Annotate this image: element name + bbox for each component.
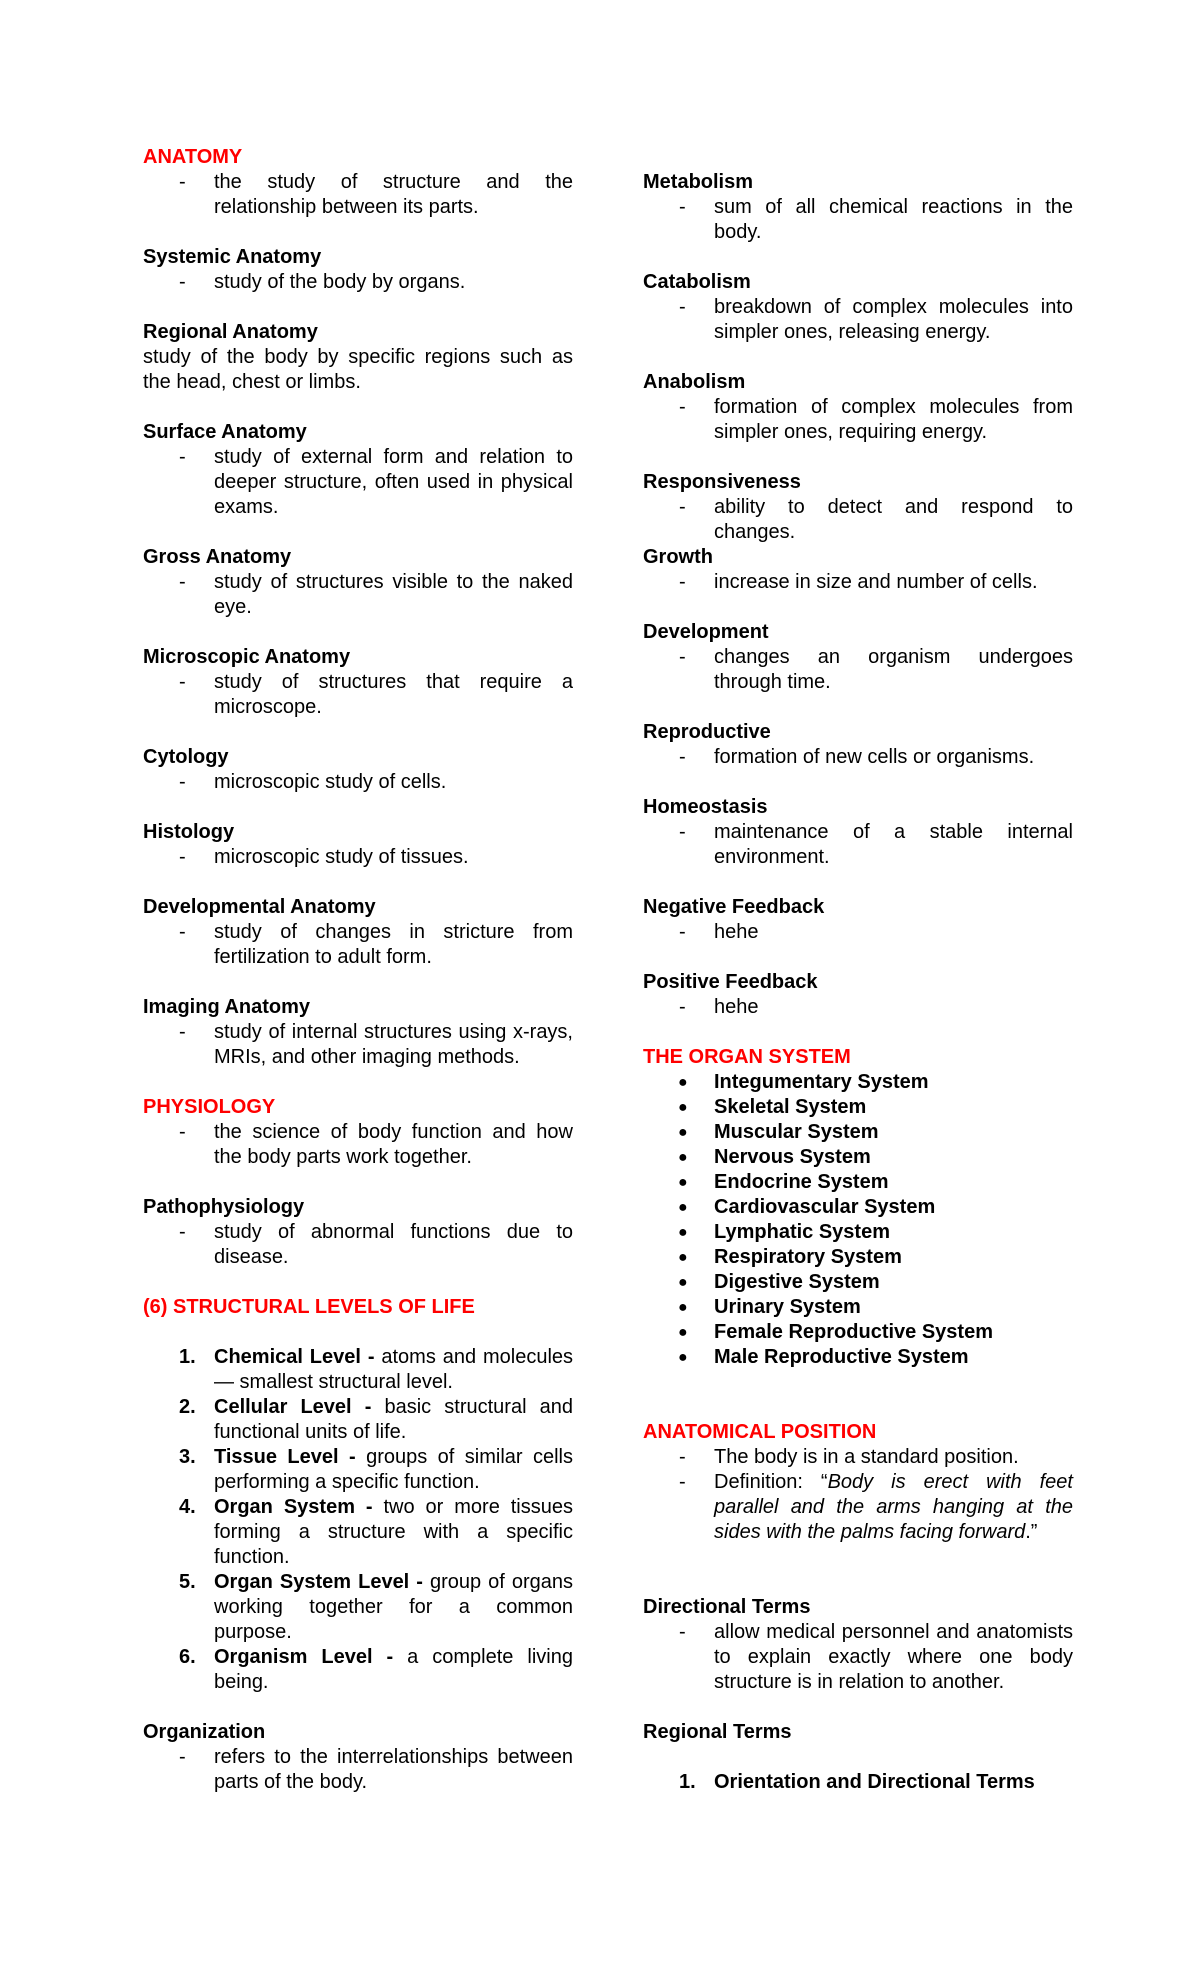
- list-item: - The body is in a standard position.: [643, 1445, 1073, 1470]
- dash-list: [643, 395, 1073, 445]
- list-number: 1.: [179, 1346, 196, 1368]
- list-item: - the study of structure and the relationship between its parts.: [143, 170, 573, 220]
- list-item: - microscopic study of tissues.: [143, 845, 573, 870]
- dash-list: [143, 1220, 573, 1270]
- dash-list: [643, 495, 1073, 545]
- list-item: ● Urinary System: [643, 1295, 1073, 1320]
- dash-list: [143, 570, 573, 620]
- list-item: ● Lymphatic System: [643, 1220, 1073, 1245]
- list-item: - breakdown of complex molecules into simpler ones, releasing energy.: [643, 295, 1073, 345]
- dash-list: [643, 745, 1073, 770]
- section-title: Homeostasis: [643, 796, 768, 818]
- dash-list: [643, 995, 1073, 1020]
- section-anatomical-position: [643, 1420, 1073, 1545]
- section-title: Microscopic Anatomy: [143, 646, 351, 668]
- section-surface-anatomy: [143, 420, 573, 520]
- list-item: ● Male Reproductive System: [643, 1345, 1073, 1370]
- list-item: [143, 1345, 573, 1395]
- level-desc: group of organs working together for a common purpose.: [214, 1571, 573, 1643]
- dash-list: [143, 1120, 573, 1170]
- section-title: Organization: [143, 1721, 266, 1743]
- numbered-list: [643, 1770, 1073, 1795]
- list-item: ● Nervous System: [643, 1145, 1073, 1170]
- list-item: - ability to detect and respond to changes.: [643, 495, 1073, 545]
- definition-label: Definition: “: [714, 1471, 828, 1493]
- list-number: 4.: [179, 1496, 196, 1518]
- section-histology: [143, 820, 573, 870]
- list-item: - hehe: [643, 995, 1073, 1020]
- list-item: ● Digestive System: [643, 1270, 1073, 1295]
- section-title: Positive Feedback: [643, 971, 818, 993]
- section-title: Development: [643, 621, 769, 643]
- dash-list: [643, 1620, 1073, 1695]
- definition-end: .”: [1025, 1521, 1038, 1543]
- list-item: ● Skeletal System: [643, 1095, 1073, 1120]
- list-item: - microscopic study of cells.: [143, 770, 573, 795]
- list-item: - changes an organism undergoes through time.: [643, 645, 1073, 695]
- numbered-list: [143, 1345, 573, 1695]
- list-item: - maintenance of a stable internal environment.: [643, 820, 1073, 870]
- level-desc: basic structural and functional units of life.: [214, 1396, 573, 1443]
- list-number: 2.: [179, 1396, 196, 1418]
- section-title: PHYSIOLOGY: [143, 1096, 276, 1118]
- level-term: Tissue Level -: [214, 1446, 356, 1468]
- orientation-label: Orientation and Directional Terms: [714, 1771, 1035, 1793]
- dash-list: [643, 195, 1073, 245]
- list-item: - the science of body function and how the body parts work together.: [143, 1120, 573, 1170]
- dash-list: [143, 845, 573, 870]
- list-item: ● Female Reproductive System: [643, 1320, 1073, 1345]
- section-title: Metabolism: [643, 171, 754, 193]
- dash-list: [143, 770, 573, 795]
- section-title: Directional Terms: [643, 1596, 811, 1618]
- section-pathophysiology: [143, 1195, 573, 1270]
- section-title: Cytology: [143, 746, 229, 768]
- section-systemic-anatomy: [143, 245, 573, 295]
- section-anabolism: [643, 370, 1073, 445]
- section-reproductive: [643, 720, 1073, 770]
- section-title: Anabolism: [643, 371, 746, 393]
- section-title: THE ORGAN SYSTEM: [643, 1046, 851, 1068]
- section-title: Regional Anatomy: [143, 321, 318, 343]
- section-title: Reproductive: [643, 721, 771, 743]
- list-item: - study of internal structures using x-rays, MRIs, and other imaging methods.: [143, 1020, 573, 1070]
- section-growth: [643, 545, 1073, 595]
- dash-list: [143, 270, 573, 295]
- section-responsiveness: [643, 470, 1073, 545]
- dash-list: [643, 820, 1073, 870]
- list-item: - refers to the interrelationships between parts of the body.: [143, 1745, 573, 1795]
- list-item: ● Cardiovascular System: [643, 1195, 1073, 1220]
- dash-list: [143, 1745, 573, 1795]
- section-metabolism: [643, 170, 1073, 245]
- dash-list: [643, 920, 1073, 945]
- level-desc: two or more tissues forming a structure with a specific function.: [214, 1496, 573, 1568]
- list-number: 1.: [679, 1771, 696, 1793]
- section-title: Catabolism: [643, 271, 751, 293]
- section-regional-anatomy: [143, 320, 573, 395]
- list-item: [143, 1570, 573, 1645]
- left-column: [143, 145, 573, 1820]
- level-term: Organ System -: [214, 1496, 373, 1518]
- section-title: Responsiveness: [643, 471, 801, 493]
- section-catabolism: [643, 270, 1073, 345]
- list-item: - hehe: [643, 920, 1073, 945]
- section-negative-feedback: [643, 895, 1073, 945]
- level-desc: a complete living being.: [214, 1646, 573, 1693]
- section-title: Gross Anatomy: [143, 546, 292, 568]
- level-desc: groups of similar cells performing a specific function.: [214, 1446, 574, 1493]
- section-text: study of the body by specific regions such as the head, chest or limbs.: [143, 346, 573, 393]
- section-homeostasis: [643, 795, 1073, 870]
- list-number: 5.: [179, 1571, 196, 1593]
- dash-list: [143, 670, 573, 720]
- list-item: - allow medical personnel and anatomists to explain exactly where one body structure is in relation to another.: [643, 1620, 1073, 1695]
- section-organization: [143, 1720, 573, 1795]
- list-item: ● Muscular System: [643, 1120, 1073, 1145]
- list-item: [643, 1470, 1073, 1545]
- list-item: [143, 1395, 573, 1445]
- level-term: Cellular Level -: [214, 1396, 372, 1418]
- section-cytology: [143, 745, 573, 795]
- list-item: - formation of complex molecules from simpler ones, requiring energy.: [643, 395, 1073, 445]
- section-organ-system: [643, 1045, 1073, 1370]
- list-item: - formation of new cells or organisms.: [643, 745, 1073, 770]
- bullet-list: [643, 1070, 1073, 1370]
- section-microscopic-anatomy: [143, 645, 573, 720]
- dash-list: [143, 1020, 573, 1070]
- section-title: Pathophysiology: [143, 1196, 305, 1218]
- list-item: - study of external form and relation to deeper structure, often used in physical exams.: [143, 445, 573, 520]
- definition-text: Body is erect with feet parallel and the arms hanging at the sides with the palms facing forward: [714, 1471, 1073, 1543]
- list-item: [143, 1495, 573, 1570]
- list-item: - sum of all chemical reactions in the body.: [643, 195, 1073, 245]
- section-anatomy: [143, 145, 573, 220]
- list-number: 6.: [179, 1646, 196, 1668]
- list-item: - increase in size and number of cells.: [643, 570, 1073, 595]
- level-term: Chemical Level -: [214, 1346, 375, 1368]
- section-positive-feedback: [643, 970, 1073, 1020]
- section-title: Surface Anatomy: [143, 421, 307, 443]
- dash-list: [643, 645, 1073, 695]
- dash-list: [143, 445, 573, 520]
- section-title: Developmental Anatomy: [143, 896, 376, 918]
- list-item: - study of abnormal functions due to disease.: [143, 1220, 573, 1270]
- list-item: - study of the body by organs.: [143, 270, 573, 295]
- section-title: Growth: [643, 546, 713, 568]
- section-title: Negative Feedback: [643, 896, 825, 918]
- section-title: Histology: [143, 821, 235, 843]
- list-item: ● Integumentary System: [643, 1070, 1073, 1095]
- level-desc: atoms and molecules — smallest structural level.: [214, 1346, 574, 1393]
- section-title: ANATOMY: [143, 146, 243, 168]
- section-title: Regional Terms: [643, 1721, 792, 1743]
- section-title: (6) STRUCTURAL LEVELS OF LIFE: [143, 1296, 475, 1318]
- section-physiology: [143, 1095, 573, 1170]
- dash-list: [143, 170, 573, 220]
- list-item: - study of structures that require a microscope.: [143, 670, 573, 720]
- right-column: [643, 170, 1073, 1820]
- list-item: ● Respiratory System: [643, 1245, 1073, 1270]
- list-number: 3.: [179, 1446, 196, 1468]
- list-item: - study of structures visible to the naked eye.: [143, 570, 573, 620]
- section-developmental-anatomy: [143, 895, 573, 970]
- level-term: Organism Level -: [214, 1646, 394, 1668]
- list-item: - study of changes in stricture from fertilization to adult form.: [143, 920, 573, 970]
- section-structural-levels: [143, 1295, 573, 1695]
- section-development: [643, 620, 1073, 695]
- list-item: [143, 1645, 573, 1695]
- section-directional-terms: [643, 1595, 1073, 1695]
- section-title: ANATOMICAL POSITION: [643, 1421, 877, 1443]
- dash-list: [143, 920, 573, 970]
- dash-list: [643, 1445, 1073, 1545]
- dash-list: [643, 570, 1073, 595]
- list-item: ● Endocrine System: [643, 1170, 1073, 1195]
- section-gross-anatomy: [143, 545, 573, 620]
- section-regional-terms: [643, 1720, 1073, 1795]
- section-imaging-anatomy: [143, 995, 573, 1070]
- list-item: [643, 1770, 1073, 1795]
- list-item: [143, 1445, 573, 1495]
- section-title: Systemic Anatomy: [143, 246, 322, 268]
- level-term: Organ System Level -: [214, 1571, 423, 1593]
- dash-list: [643, 295, 1073, 345]
- section-title: Imaging Anatomy: [143, 996, 311, 1018]
